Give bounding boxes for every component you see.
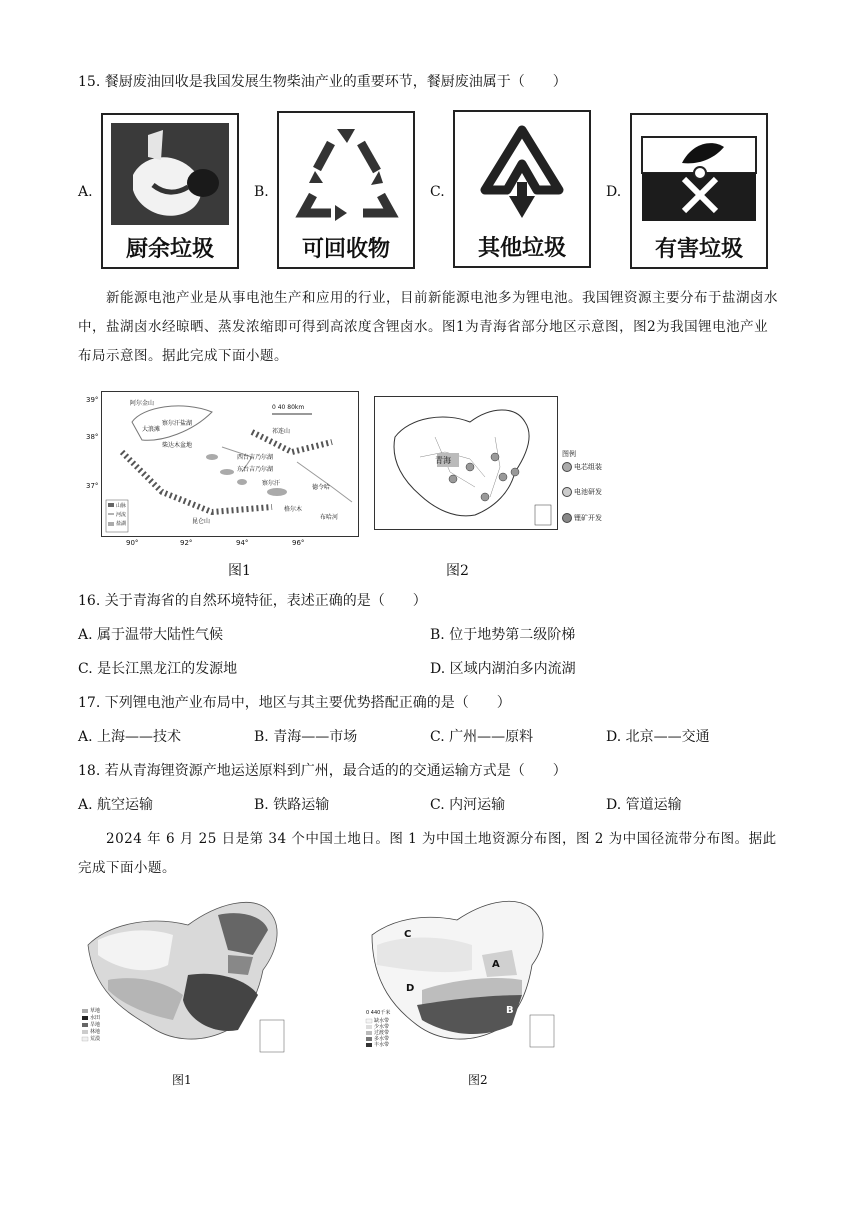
fig1-lat-39: 39° <box>86 396 99 404</box>
fig3-legend-1: 水田 <box>90 1015 101 1021</box>
fig4-zone-c: C <box>404 929 412 940</box>
fig3-caption: 图1 <box>172 1073 192 1087</box>
fig4-legend-2: 过渡带 <box>374 1030 390 1036</box>
q16-stem: 16. 关于青海省的自然环境特征，表述正确的是（ ） <box>78 593 427 609</box>
fig4-scale: 0 440千米 <box>366 1010 391 1016</box>
kitchen-waste-sign <box>101 113 239 269</box>
fig1-caption: 图1 <box>228 563 251 579</box>
fig1-lon-92: 92° <box>180 539 193 547</box>
fig2-region-label: 青海 <box>435 456 451 465</box>
fig2-caption: 图2 <box>446 563 469 579</box>
lithium-mining-icon <box>562 513 572 523</box>
fig1-label-7: 察尔汗 <box>262 480 281 487</box>
other-waste-label: 其他垃圾 <box>477 236 566 261</box>
cell-assembly-icon <box>562 462 572 472</box>
fig1-lat-38: 38° <box>86 433 99 441</box>
fig1-lat-37: 37° <box>86 482 99 490</box>
fig1-lon-96: 96° <box>292 539 305 547</box>
q16-option-a: A. 属于温带大陆性气候 <box>78 627 224 643</box>
q16-option-d: D. 区域内湖泊多内流湖 <box>430 661 576 677</box>
battery-rd-icon <box>562 487 572 497</box>
china-lithium-map <box>374 396 558 530</box>
q18-option-c: C. 内河运输 <box>430 797 506 813</box>
q17-option-a: A. 上海——技术 <box>78 729 182 745</box>
other-waste-sign <box>453 110 591 268</box>
hazardous-waste-sign <box>630 113 768 269</box>
q16-option-c: C. 是长江黑龙江的发源地 <box>78 661 238 677</box>
fig1-label-altun: 阿尔金山 <box>130 400 155 407</box>
q17-option-d: D. 北京——交通 <box>606 729 710 745</box>
fig1-scale: 0 40 80km <box>272 404 305 411</box>
fig1-label-8: 格尔木 <box>284 506 303 513</box>
fig1-label-9: 德令哈 <box>312 484 331 491</box>
q18-option-b: B. 铁路运输 <box>254 797 330 813</box>
fig4-legend-1: 少水带 <box>374 1024 390 1030</box>
fig2-legend-title: 图例 <box>562 450 576 458</box>
passage-lithium: 新能源电池产业是从事电池生产和应用的行业，目前新能源电池多为锂电池。我国锂资源主要分布于盐湖卤水中，盐湖卤水经晾晒、蒸发浓缩即可得到高浓度含锂卤水。图1为青海省部分地区示意图，图2为我国锂电池产业布局示意图。据此完成下面小题。 <box>78 290 778 364</box>
q18-option-d: D. 管道运输 <box>606 797 682 813</box>
q18-stem: 18. 若从青海锂资源产地运送原料到广州，最合适的的交通运输方式是（ ） <box>78 763 567 779</box>
fig1-legend-mountain: 山脉 <box>116 503 127 509</box>
china-land-resource-map <box>78 895 290 1055</box>
fig1-label-0: 察尔汗盐湖 <box>162 420 193 427</box>
fig1-label-3: 昆仑山 <box>192 518 211 525</box>
fig4-zone-a: A <box>492 959 500 970</box>
fig3-legend-0: 草地 <box>90 1008 101 1014</box>
fig1-label-4: 柴达木盆地 <box>162 442 193 449</box>
fig3-legend-4: 荒漠 <box>90 1036 101 1042</box>
fig1-legend-river: 河流 <box>116 512 127 518</box>
recyclable-sign <box>277 111 415 269</box>
fig4-legend-4: 丰水带 <box>374 1042 390 1048</box>
fig4-legend-0: 缺水带 <box>374 1018 390 1024</box>
hazardous-waste-label: 有害垃圾 <box>654 237 743 262</box>
passage-land-day: 2024 年 6 月 25 日是第 34 个中国土地日。图 1 为中国土地资源分布图，图 2 为中国径流带分布图。据此完成下面小题。 <box>78 831 777 876</box>
fig1-legend-lake: 盐湖 <box>116 521 127 527</box>
fig1-lon-94: 94° <box>236 539 249 547</box>
fig3-legend-3: 林地 <box>90 1029 101 1035</box>
q16-option-b: B. 位于地势第二级阶梯 <box>430 627 576 643</box>
fig4-zone-d: D <box>406 983 415 994</box>
china-runoff-zone-map <box>362 895 562 1055</box>
q17-option-c: C. 广州——原料 <box>430 729 534 745</box>
fig2-legend-0: 电芯组装 <box>574 463 602 471</box>
q17-option-b: B. 青海——市场 <box>254 729 358 745</box>
q15-option-c-letter: C. <box>430 184 445 200</box>
q15-option-a-letter: A. <box>78 184 93 200</box>
q15-option-d-letter: D. <box>606 184 622 200</box>
fig1-label-6: 东台吉乃尔湖 <box>237 466 274 473</box>
q15-stem: 15. 餐厨废油回收是我国发展生物柴油产业的重要环节，餐厨废油属于（ ） <box>78 74 567 90</box>
recyclable-label: 可回收物 <box>301 237 390 262</box>
fig2-legend-1: 电池研发 <box>574 488 602 496</box>
fig1-label-5: 西台吉乃尔湖 <box>237 454 274 461</box>
fig4-legend-3: 多水带 <box>374 1036 390 1042</box>
fig1-label-10: 布哈河 <box>320 514 339 521</box>
fig4-zone-b: B <box>506 1005 514 1016</box>
fig1-lon-90: 90° <box>126 539 139 547</box>
fig4-caption: 图2 <box>468 1073 488 1087</box>
q18-option-a: A. 航空运输 <box>78 797 154 813</box>
q15-option-b-letter: B. <box>254 184 269 200</box>
fig3-legend-2: 旱地 <box>90 1022 101 1028</box>
qinghai-map <box>101 391 359 537</box>
fig1-label-2: 祁连山 <box>272 428 291 435</box>
q17-stem: 17. 下列锂电池产业布局中，地区与其主要优势搭配正确的是（ ） <box>78 695 511 711</box>
fig1-label-1: 大浪滩 <box>142 426 161 433</box>
kitchen-waste-label: 厨余垃圾 <box>125 237 214 262</box>
fig2-legend-2: 锂矿开发 <box>574 514 602 522</box>
